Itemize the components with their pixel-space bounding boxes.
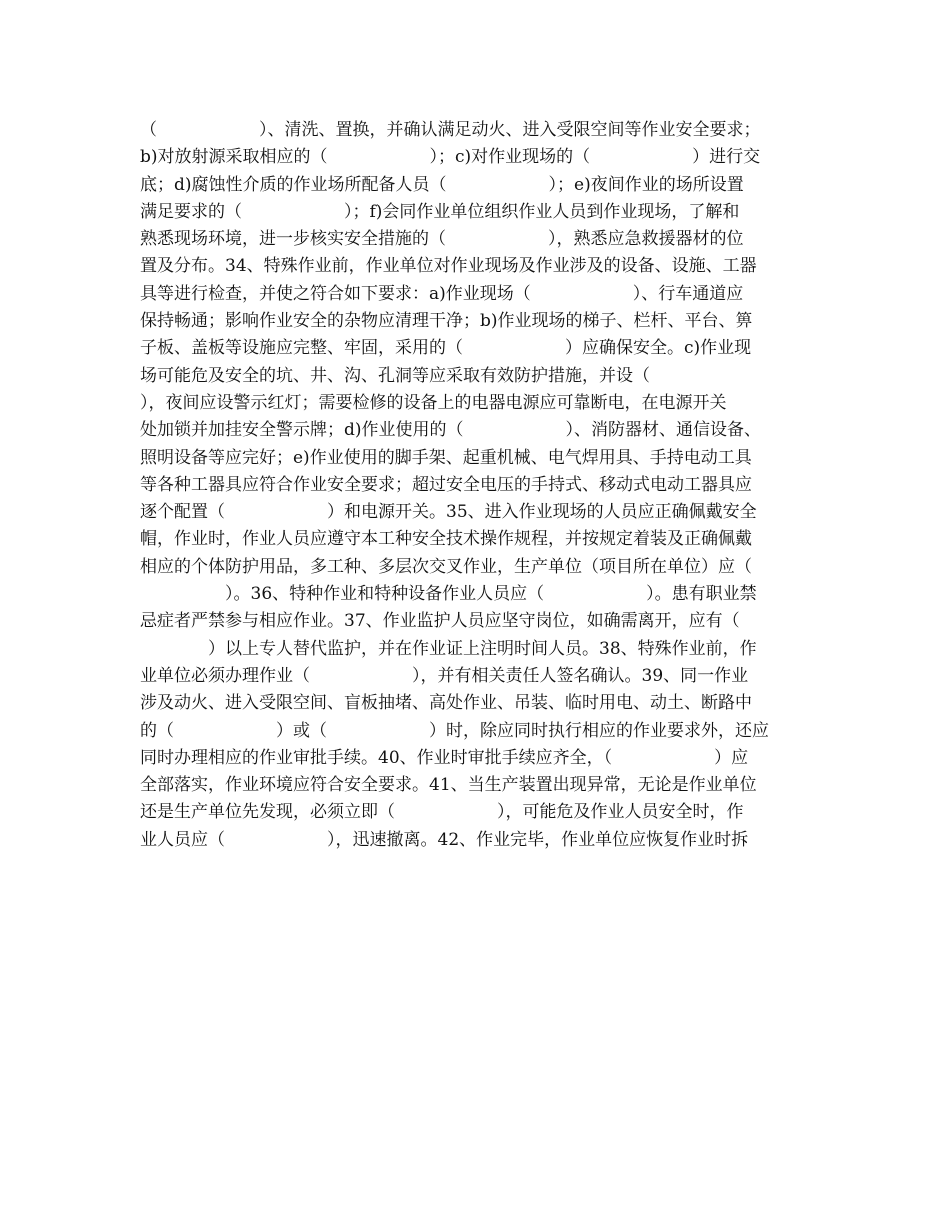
text-line: 照明设备等应完好；e)作业使用的脚手架、起重机械、电气焊用具、手持电动工具 [140,447,752,468]
text-line: 场可能危及安全的坑、井、沟、孔洞等应采取有效防护措施，并设（ [140,365,752,386]
text-line: 底；d)腐蚀性介质的作业场所配备人员（ ）；e)夜间作业的场所设置 [140,174,744,195]
text-line: 同时办理相应的作业审批手续。40、作业时审批手续应齐全，（ ）应 [140,747,749,768]
text-line: 保持畅通；影响作业安全的杂物应清理干净；b)作业现场的梯子、栏杆、平台、箅 [140,311,753,332]
text-line: 满足要求的（ ）；f)会同作业单位组织作业人员到作业现场，了解和 [140,201,740,222]
text-line: 的（ ）或（ ）时，除应同时执行相应的作业要求外，还应 [140,720,769,741]
text-line: ）。36、特种作业和特种设备作业人员应（ ）。患有职业禁 [140,584,757,605]
body-text [140,117,820,854]
text-line: 业人员应（ ），迅速撤离。42、作业完毕，作业单位应恢复作业时拆 [140,829,749,850]
text-line: 忌症者严禁参与相应作业。37、作业监护人员应坚守岗位，如确需离开，应有（ [140,611,740,632]
text-line: 帽，作业时，作业人员应遵守本工种安全技术操作规程，并按规定着装及正确佩戴 [140,529,752,550]
text-line: （ ）、清洗、置换，并确认满足动火、进入受限空间等作业安全要求； [140,120,761,140]
text-line: 子板、盖板等设施应完整、牢固，采用的（ ）应确保安全。c)作业现 [140,338,752,359]
text-line: 置及分布。34、特殊作业前，作业单位对作业现场及作业涉及的设备、设施、工器 [140,256,757,277]
text-line: 相应的个体防护用品，多工种、多层次交叉作业，生产单位（项目所在单位）应（ [140,556,752,577]
text-line: 还是生产单位先发现，必须立即（ ），可能危及作业人员安全时，作 [140,802,744,823]
text-line: 逐个配置（ ）和电源开关。35、进入作业现场的人员应正确佩戴安全 [140,502,757,523]
text-line: 处加锁并加挂安全警示牌；d)作业使用的（ ）、消防器材、通信设备、 [140,420,762,441]
text-line: 业单位必须办理作业（ ），并有相关责任人签名确认。39、同一作业 [140,665,749,686]
text-line: 全部落实，作业环境应符合安全要求。41、当生产装置出现异常，无论是作业单位 [140,775,757,796]
text-line: b)对放射源采取相应的（ ）；c)对作业现场的（ ）进行交 [140,147,761,168]
text-line: 等各种工器具应符合作业安全要求；超过安全电压的手持式、移动式电动工器具应 [140,474,752,495]
text-line: 熟悉现场环境，进一步核实安全措施的（ ），熟悉应急救援器材的位 [140,229,744,250]
text-line: 涉及动火、进入受限空间、盲板抽堵、高处作业、吊装、临时用电、动土、断路中 [140,693,752,714]
text-line: 具等进行检查，并使之符合如下要求：a)作业现场（ ）、行车通道应 [140,283,744,304]
text-line: ）以上专人替代监护，并在作业证上注明时间人员。38、特殊作业前，作 [140,638,757,659]
text-line: ），夜间应设警示红灯；需要检修的设备上的电器电源应可靠断电，在电源开关 [140,392,727,413]
